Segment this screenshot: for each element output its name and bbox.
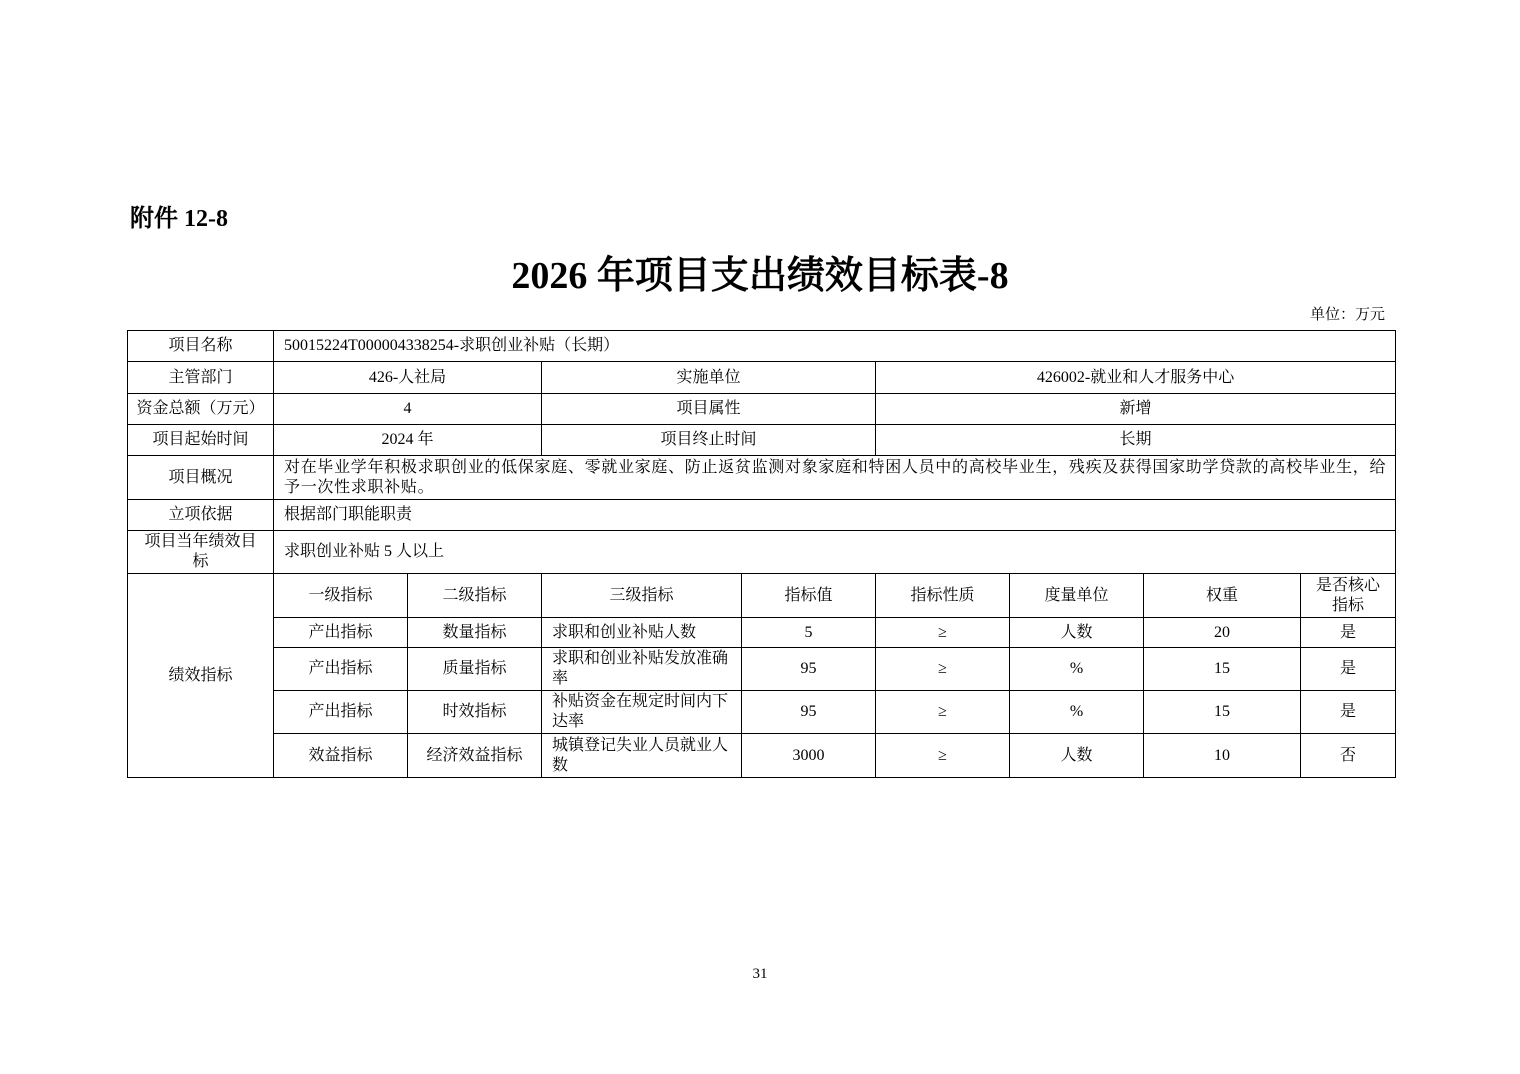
core-cell: 是	[1301, 648, 1396, 691]
impl-value: 426002-就业和人才服务中心	[876, 362, 1396, 394]
start-value: 2024 年	[274, 425, 542, 456]
level1-cell: 产出指标	[274, 691, 408, 734]
row-overview	[128, 456, 1396, 500]
core-cell: 是	[1301, 691, 1396, 734]
indicators-label: 绩效指标	[128, 574, 274, 778]
overview-value: 对在毕业学年积极求职创业的低保家庭、零就业家庭、防止返贫监测对象家庭和特困人员中的高校毕业生，残疾及获得国家助学贷款的高校毕业生，给予一次性求职补贴。	[274, 456, 1396, 500]
level2-cell: 数量指标	[408, 618, 542, 648]
indicator-row	[128, 734, 1396, 778]
level2-cell: 时效指标	[408, 691, 542, 734]
core-cell: 是	[1301, 618, 1396, 648]
row-basis	[128, 500, 1396, 531]
level1-cell: 产出指标	[274, 618, 408, 648]
end-value: 长期	[876, 425, 1396, 456]
nature-cell: ≥	[876, 618, 1010, 648]
level2-cell: 经济效益指标	[408, 734, 542, 778]
unit-cell: %	[1010, 648, 1144, 691]
level1-cell: 效益指标	[274, 734, 408, 778]
weight-cell: 20	[1144, 618, 1301, 648]
row-department	[128, 362, 1396, 394]
overview-label: 项目概况	[128, 456, 274, 500]
project-name-value: 50015224T000004338254-求职创业补贴（长期）	[274, 331, 1396, 362]
column-header: 二级指标	[408, 574, 542, 618]
column-header: 三级指标	[542, 574, 742, 618]
page-title: 2026 年项目支出绩效目标表-8	[511, 255, 1009, 297]
value-cell: 95	[742, 648, 876, 691]
attr-value: 新增	[876, 394, 1396, 425]
indicator-row	[128, 648, 1396, 691]
row-annual-goal	[128, 531, 1396, 574]
performance-target-table	[127, 330, 1396, 778]
unit-cell: 人数	[1010, 734, 1144, 778]
column-header: 指标值	[742, 574, 876, 618]
dept-label: 主管部门	[128, 362, 274, 394]
value-cell: 95	[742, 691, 876, 734]
indicator-row	[128, 618, 1396, 648]
project-name-label: 项目名称	[128, 331, 274, 362]
goal-value: 求职创业补贴 5 人以上	[274, 531, 1396, 574]
fund-value: 4	[274, 394, 542, 425]
unit-cell: 人数	[1010, 618, 1144, 648]
weight-cell: 15	[1144, 691, 1301, 734]
basis-label: 立项依据	[128, 500, 274, 531]
column-header: 度量单位	[1010, 574, 1144, 618]
impl-label: 实施单位	[542, 362, 876, 394]
attachment-label: 附件 12-8	[130, 206, 228, 232]
nature-cell: ≥	[876, 648, 1010, 691]
level3-cell: 城镇登记失业人员就业人数	[542, 734, 742, 778]
column-header: 指标性质	[876, 574, 1010, 618]
row-period	[128, 425, 1396, 456]
level3-cell: 求职和创业补贴人数	[542, 618, 742, 648]
weight-cell: 15	[1144, 648, 1301, 691]
column-header: 是否核心指标	[1301, 574, 1396, 618]
row-project-name	[128, 331, 1396, 362]
level3-cell: 求职和创业补贴发放准确率	[542, 648, 742, 691]
end-label: 项目终止时间	[542, 425, 876, 456]
goal-label: 项目当年绩效目标	[128, 531, 274, 574]
nature-cell: ≥	[876, 691, 1010, 734]
column-header: 权重	[1144, 574, 1301, 618]
indicator-header-row	[128, 574, 1396, 618]
unit-label: 单位：万元	[1309, 307, 1385, 323]
weight-cell: 10	[1144, 734, 1301, 778]
level1-cell: 产出指标	[274, 648, 408, 691]
core-cell: 否	[1301, 734, 1396, 778]
row-fund	[128, 394, 1396, 425]
page-number: 31	[752, 966, 768, 982]
column-header: 一级指标	[274, 574, 408, 618]
start-label: 项目起始时间	[128, 425, 274, 456]
indicator-row	[128, 691, 1396, 734]
basis-value: 根据部门职能职责	[274, 500, 1396, 531]
nature-cell: ≥	[876, 734, 1010, 778]
unit-cell: %	[1010, 691, 1144, 734]
value-cell: 5	[742, 618, 876, 648]
level2-cell: 质量指标	[408, 648, 542, 691]
level3-cell: 补贴资金在规定时间内下达率	[542, 691, 742, 734]
value-cell: 3000	[742, 734, 876, 778]
attr-label: 项目属性	[542, 394, 876, 425]
fund-label: 资金总额（万元）	[128, 394, 274, 425]
dept-value: 426-人社局	[274, 362, 542, 394]
